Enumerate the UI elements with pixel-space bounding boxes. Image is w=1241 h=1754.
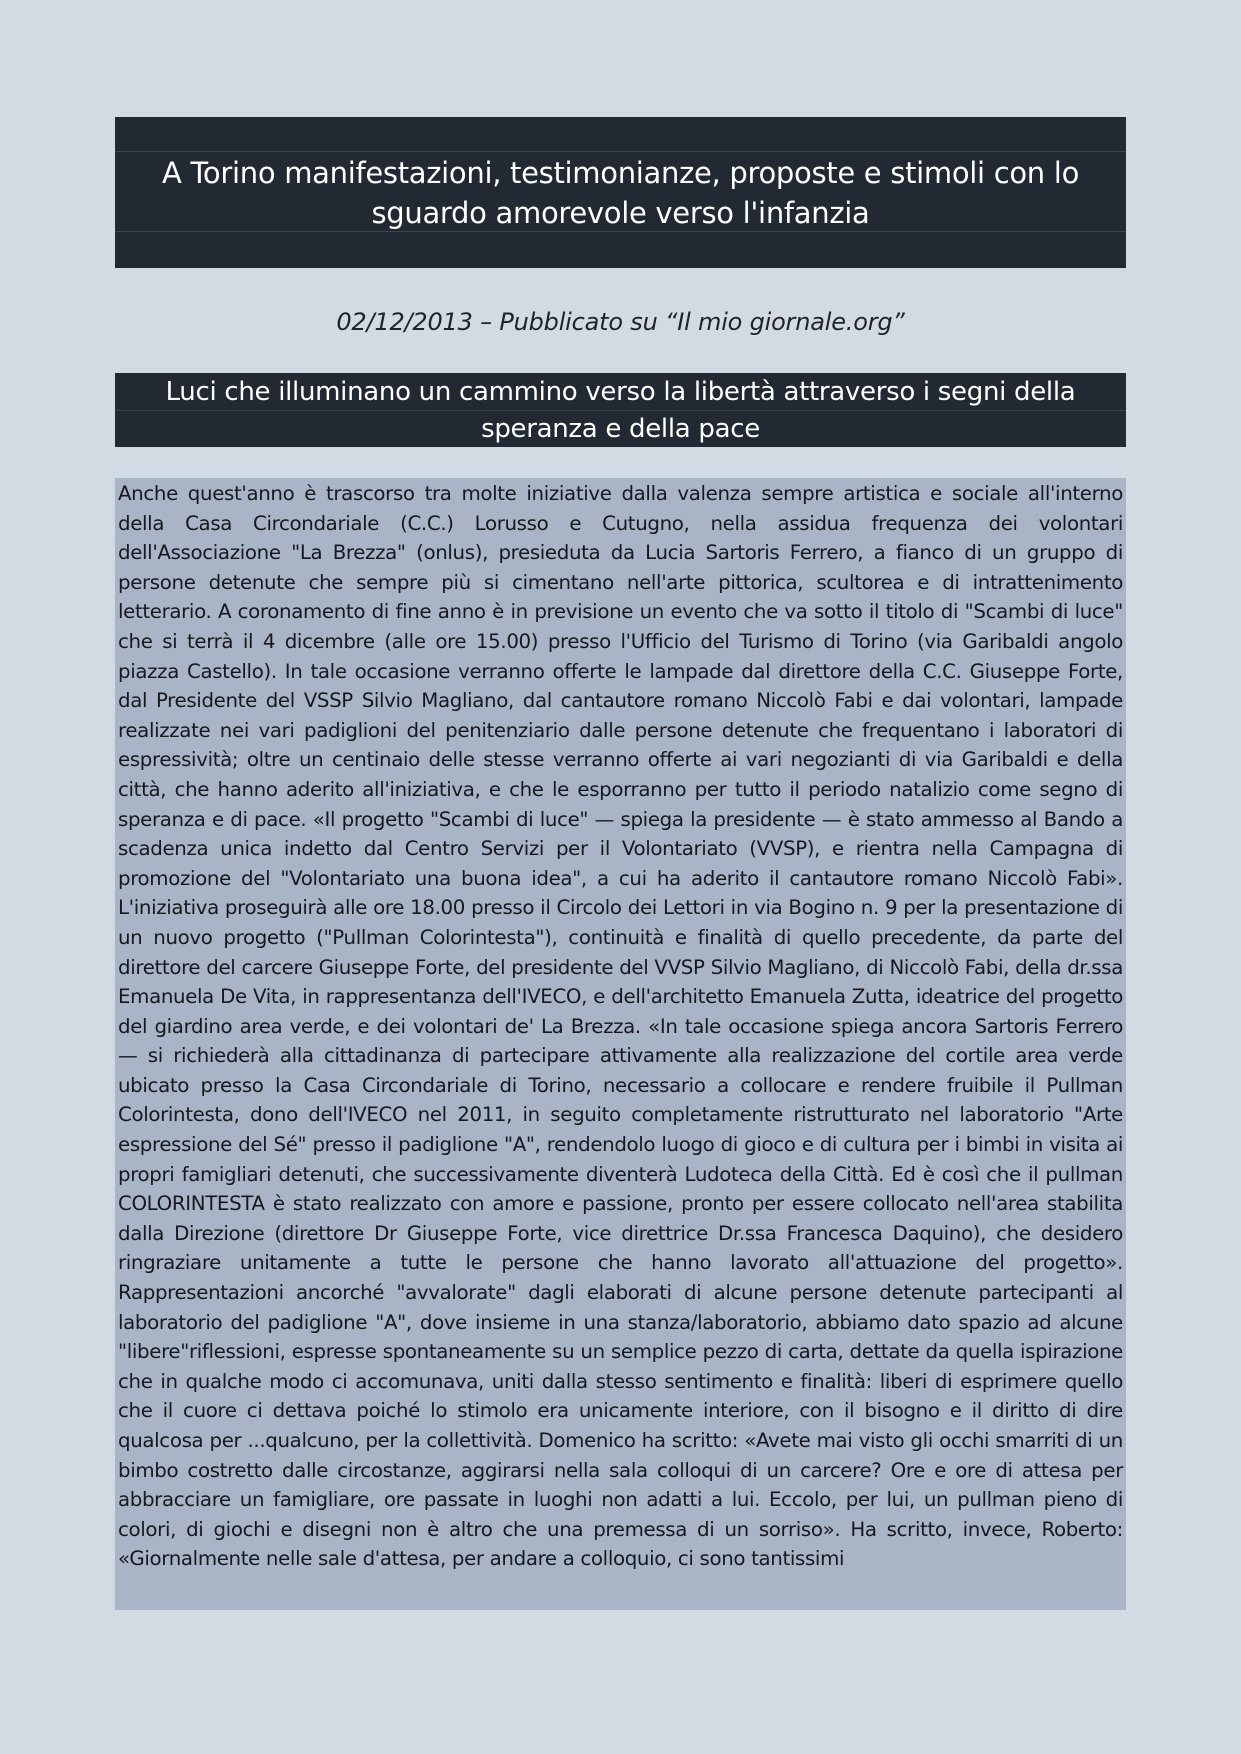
title-banner	[115, 117, 1126, 268]
title-divider-top	[115, 151, 1126, 152]
page-title: A Torino manifestazioni, testimonianze, proposte e stimoli con lo sguardo amorevole verso l'infanzia	[161, 156, 1080, 230]
article-body: Anche quest'anno è trascorso tra molte iniziative dalla valenza sempre artistica e sociale all'interno della Casa Circondariale (C.C.) Lorusso e Cutugno, nella assidua frequenza dei volontari dell'Associazione "La Brezza" (onlus), presieduta da Lucia Sartoris Ferrero, a fianco di un gruppo di persone detenute che sempre più si cimentano nell'arte pittorica, scultorea e di intrattenimento letterario. A coronamento di fine anno è in previsione un evento che va sotto il titolo di "Scambi di luce" che si terrà il 4 dicembre (alle ore 15.00) presso l'Ufficio del Turismo di Torino (via Garibaldi angolo piazza Castello). In tale occasione verranno offerte le lampade dal direttore della C.C. Giuseppe Forte, dal Presidente del VSSP Silvio Magliano, dal cantautore romano Niccolò Fabi e dai volontari, lampade realizzate nei vari padiglioni del penitenziario dalle persone detenute che frequentano i laboratori di espressività; oltre un centinaio delle stesse verranno offerte ai vari negozianti di via Garibaldi e della città, che hanno aderito all'iniziativa, e che le esporranno per tutto il periodo natalizio come segno di speranza e di pace. «Il progetto "Scambi di luce" — spiega la presidente — è stato ammesso al Bando a scadenza unica indetto dal Centro Servizi per il Volontariato (VVSP), e rientra nella Campagna di promozione del "Volontariato una buona idea", a cui ha aderito il cantautore romano Niccolò Fabi». L'iniziativa proseguirà alle ore 18.00 presso il Circolo dei Lettori in via Bogino n. 9 per la presentazione di un nuovo progetto ("Pullman Colorintesta"), continuità e finalità di quello precedente, da parte del direttore del carcere Giuseppe Forte, del presidente del VVSP Silvio Magliano, di Niccolò Fabi, della dr.ssa Emanuela De Vita, in rappresentanza dell'IVECO, e dell'architetto Emanuela Zutta, ideatrice del progetto del giardino area verde, e dei volontari de' La Brezza. «In tale occasione spiega ancora Sartoris Ferrero — si richiederà alla cittadinanza di partecipare attivamente alla realizzazione del cortile area verde ubicato presso la Casa Circondariale di Torino, necessario a collocare e rendere fruibile il Pullman Colorintesta, dono dell'IVECO nel 2011, in seguito completamente ristrutturato nel laboratorio "Arte espressione del Sé" presso il padiglione "A", rendendolo luogo di gioco e di cultura per i bimbi in visita ai propri famigliari detenuti, che successivamente diventerà Ludoteca della Città. Ed è così che il pullman COLORINTESTA è stato realizzato con amore e passione, pronto per essere collocato nell'area stabilita dalla Direzione (direttore Dr Giuseppe Forte, vice direttrice Dr.ssa Francesca Daquino), che desidero ringraziare unitamente a tutte le persone che hanno lavorato all'attuazione del progetto». Rappresentazioni ancorché "avvalorate" dagli elaborati di alcune persone detenute partecipanti al laboratorio del padiglione "A", dove insieme in una stanza/laboratorio, abbiamo dato spazio ad alcune "libere"riflessioni, espresse spontaneamente su un semplice pezzo di carta, dettate da quella ispirazione che in qualche modo ci accomunava, uniti dalla stesso sentimento e finalità: liberi di esprimere quello che il cuore ci dettava poiché lo stimolo era unicamente interiore, con il bisogno e il diritto di dire qualcosa per ...qualcuno, per la collettività. Domenico ha scritto: «Avete mai visto gli occhi smarriti di un bimbo costretto dalle circostanze, aggirarsi nella sala colloqui di un carcere? Ore e ore di attesa per abbracciare un famigliare, ore passate in luoghi non adatti a lui. Eccolo, per lui, un pullman pieno di colori, di giochi e disegni non è altro che una premessa di un sorriso». Ha scritto, invece, Roberto: «Giornalmente nelle sale d'attesa, per andare a colloquio, ci sono tantissimi	[115, 478, 1126, 1610]
article-dateline: 02/12/2013 – Pubblicato su “Il mio giornale.org”	[336, 308, 905, 336]
section-heading: Luci che illuminano un cammino verso la libertà attraverso i segni della speranza e della pace	[165, 377, 1076, 444]
section-heading-banner	[115, 373, 1126, 447]
